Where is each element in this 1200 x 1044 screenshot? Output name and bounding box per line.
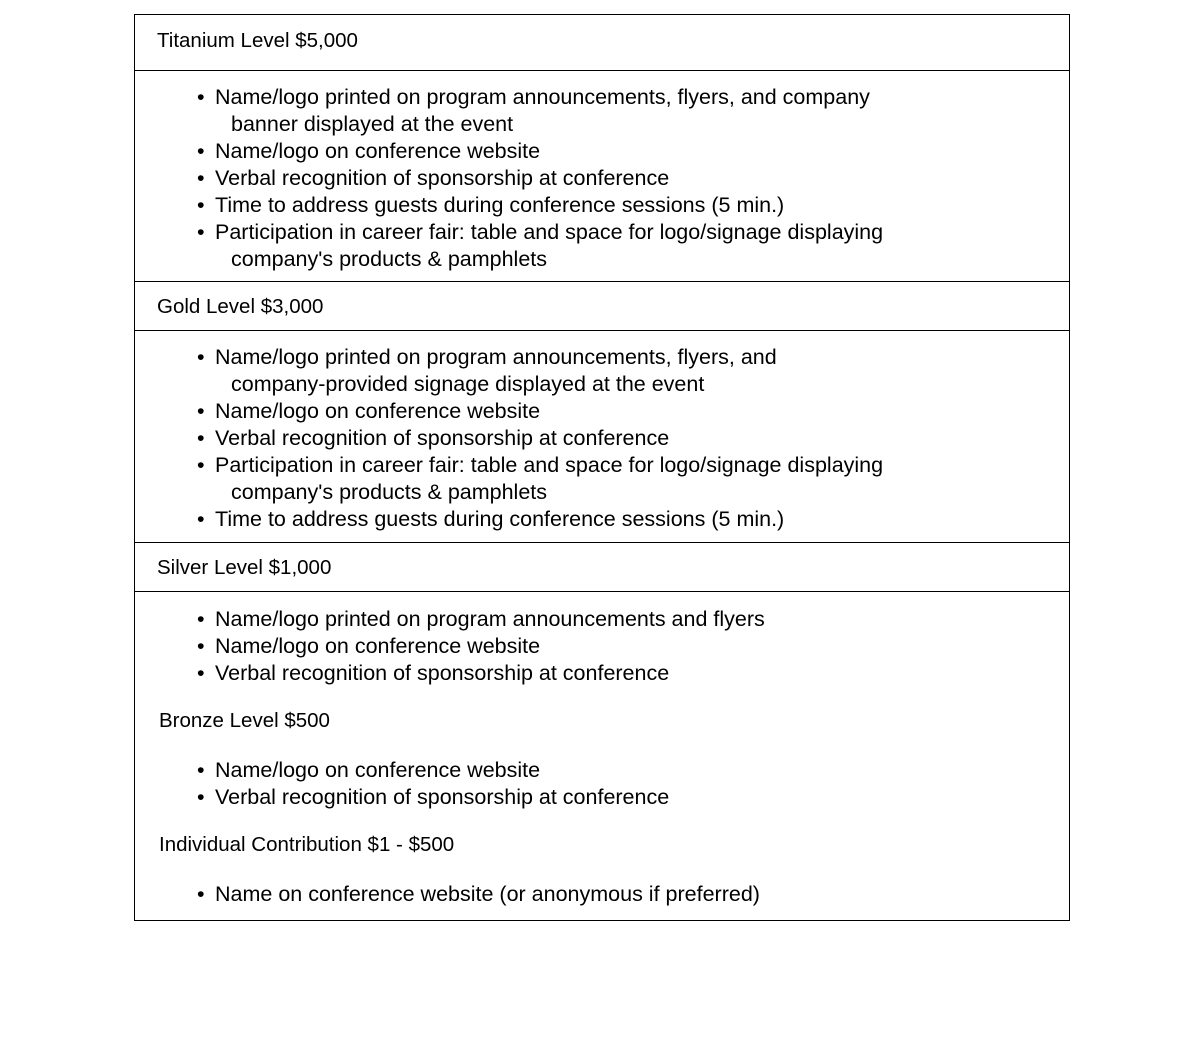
- silver-level-benefits: [135, 592, 1069, 920]
- list-item: • Name on conference website (or anonymous if preferred): [197, 881, 957, 908]
- benefits-list: [135, 344, 957, 533]
- benefits-list: [135, 84, 957, 273]
- level-title: Silver Level $1,000: [157, 556, 332, 579]
- bronze-level-title: Bronze Level $500: [159, 709, 330, 732]
- list-item: • Participation in career fair: table and space for logo/signage displaying company's products & pamphlets: [197, 219, 957, 273]
- list-item: • Name/logo on conference website: [197, 757, 957, 784]
- list-item: • Verbal recognition of sponsorship at conference: [197, 660, 957, 687]
- list-item: • Participation in career fair: table and space for logo/signage displaying company's products & pamphlets: [197, 452, 957, 506]
- titanium-level-header: [135, 15, 1069, 71]
- list-item: • Time to address guests during conference sessions (5 min.): [197, 192, 957, 219]
- list-item: • Name/logo printed on program announcements and flyers: [197, 606, 957, 633]
- list-item: • Time to address guests during conference sessions (5 min.): [197, 506, 957, 533]
- titanium-level-benefits: [135, 71, 1069, 282]
- level-title: Titanium Level $5,000: [157, 29, 358, 52]
- benefits-list: [135, 757, 957, 811]
- gold-level-header: [135, 282, 1069, 331]
- list-item: • Name/logo on conference website: [197, 633, 957, 660]
- sponsorship-levels-table: [134, 14, 1070, 921]
- list-item: • Verbal recognition of sponsorship at conference: [197, 425, 957, 452]
- benefits-list: [135, 606, 957, 687]
- list-item: • Verbal recognition of sponsorship at conference: [197, 165, 957, 192]
- list-item: • Name/logo printed on program announcements, flyers, and company-provided signage displayed at the event: [197, 344, 957, 398]
- list-item: • Name/logo printed on program announcements, flyers, and company banner displayed at the event: [197, 84, 957, 138]
- list-item: • Name/logo on conference website: [197, 398, 957, 425]
- benefits-list: [135, 881, 957, 908]
- gold-level-benefits: [135, 331, 1069, 543]
- list-item: • Verbal recognition of sponsorship at conference: [197, 784, 957, 811]
- silver-level-header: [135, 543, 1069, 592]
- list-item: • Name/logo on conference website: [197, 138, 957, 165]
- individual-contribution-title: Individual Contribution $1 - $500: [159, 833, 455, 856]
- level-title: Gold Level $3,000: [157, 295, 324, 318]
